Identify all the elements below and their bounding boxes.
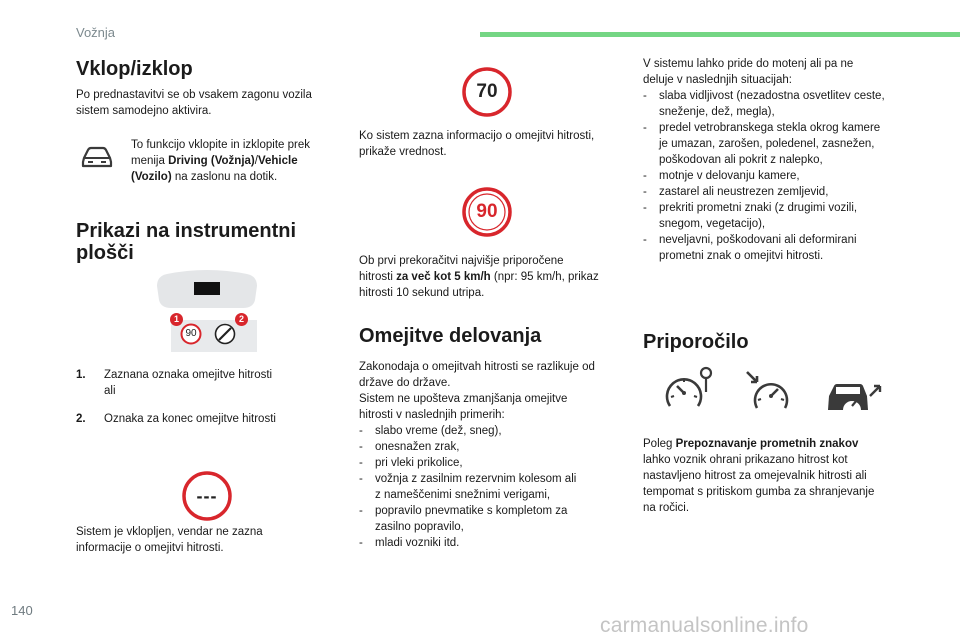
- legend-item-1: 1. Zaznana oznaka omejitve hitrosti ali: [76, 369, 273, 397]
- title-priporocilo: Priporočilo: [643, 331, 749, 353]
- list-item: - motnje v delovanju kamere,: [643, 170, 800, 182]
- menu-note-line3: (Vozilo) na zaslonu na dotik.: [131, 171, 278, 183]
- car-icon: [80, 144, 114, 170]
- legend-list: [76, 367, 336, 439]
- menu-note-line1: To funkcijo vklopite in izklopite prek: [131, 139, 310, 151]
- list-item: - vožnja z zasilnim rezervnim kolesom ali z nameščenimi snežnimi verigami,: [359, 473, 577, 501]
- section-label: Vožnja: [76, 25, 116, 40]
- list-item: - slaba vidljivost (nezadostna osvetlitev ceste, sneženje, dež, megla),: [643, 90, 885, 118]
- watermark: carmanualsonline.info: [600, 614, 809, 637]
- end-of-limit-icon: [214, 323, 236, 345]
- page-number: 140: [11, 603, 33, 618]
- recommendation-text: Poleg Prepoznavanje prometnih znakov lahko voznik ohrani prikazano hitrost kot nastavljeno hitrost za omejevalnik hitrosti ali tempomat s pritiskom gumba za shranjevanje na ročici.: [643, 438, 875, 514]
- title-prikazi: Prikazi na instrumentni plošči: [76, 220, 297, 264]
- detect-text: Ko sistem zazna informacijo o omejitvi hitrosti, prikaže vrednost.: [359, 130, 595, 158]
- title-vklop: Vklop/izklop: [76, 58, 193, 80]
- speedometer-store-icon: [745, 370, 793, 412]
- disturbance-block: V sistemu lahko pride do motenj ali pa ne deluje v naslednjih situacijah: - slaba vidljivost (nezadostna osvetlitev ceste, sneženje, dež, megla), - predel vetrobranskega stekla okrog kamere je umazan, zarošen, poledenel, zasnežen, poškodovan ali pokrit z nalepko, - motnje v delovanju kamere, - zastarel ali neustrezen zemljevid, - prekriti prometni znaki (z drugimi vozili, snegom, vegetacijo), - neveljavni, poškodovani ali deformirani prometni znak o omejitvi hitrosti.: [643, 56, 923, 264]
- list-item: - predel vetrobranskega stekla okrog kamere je umazan, zarošen, poledenel, zasnežen, poškodovan ali pokrit z nalepko,: [643, 122, 881, 166]
- list-item: - slabo vreme (dež, sneg),: [359, 425, 502, 437]
- menu-note-line2: menija Driving (Vožnja)/Vehicle: [131, 155, 298, 167]
- list-item: - zastarel ali neustrezen zemljevid,: [643, 186, 829, 198]
- speed-sign-70-text: 70: [476, 81, 498, 102]
- speedometer-lever-icon: [664, 366, 718, 412]
- title-omejitve: Omejitve delovanja: [359, 325, 542, 347]
- intro-text: Po prednastavitvi se ob vsakem zagonu vozila sistem samodejno aktivira.: [76, 89, 312, 117]
- list-item: - prekriti prometni znaki (z drugimi vozili, snegom, vegetacijo),: [643, 202, 858, 230]
- list-item: - pri vleki prikolice,: [359, 457, 463, 469]
- cluster-illustration: [153, 268, 261, 354]
- speed-sign-90-text: 90: [476, 201, 498, 222]
- omejitve-body: Zakonodaja o omejitvah hitrosti se razlikuje od države do države. Sistem ne upošteva zmanjšanja omejitve hitrosti v naslednjih primerih: - slabo vreme (dež, sneg), - onesnažen zrak, - pri vleki prikolice, - vožnja z zasilnim rezervnim kolesom ali z nameščenimi snežnimi verigami, - popravilo pnevmatike s kompletom za zasilno popravilo, - mladi vozniki itd.: [359, 359, 634, 551]
- omejitve-list: [359, 423, 634, 551]
- bottom-note: Sistem je vklopljen, vendar ne zazna informacije o omejitvi hitrosti.: [76, 526, 263, 554]
- legend-item-2: 2. Oznaka za konec omejitve hitrosti: [76, 413, 276, 425]
- no-info-sign-text: ---: [196, 486, 218, 506]
- overspeed-text: Ob prvi prekoračitvi najvišje priporočene hitrosti za več kot 5 km/h (npr: 95 km/h, prikaz hitrosti 10 sekund utripa.: [359, 255, 599, 299]
- cluster-sign-value: 90: [185, 328, 197, 339]
- list-item: - popravilo pnevmatike s kompletom za zasilno popravilo,: [359, 505, 568, 533]
- list-item: - mladi vozniki itd.: [359, 537, 460, 549]
- menu-note: [131, 137, 346, 185]
- disturbance-list: [643, 88, 923, 264]
- car-speed-icon: [826, 376, 884, 416]
- callout-1: 1: [170, 313, 183, 326]
- list-item: - neveljavni, poškodovani ali deformirani prometni znak o omejitvi hitrosti.: [643, 234, 857, 262]
- list-item: - onesnažen zrak,: [359, 441, 460, 453]
- header-accent-bar: [480, 32, 960, 37]
- callout-2: 2: [235, 313, 248, 326]
